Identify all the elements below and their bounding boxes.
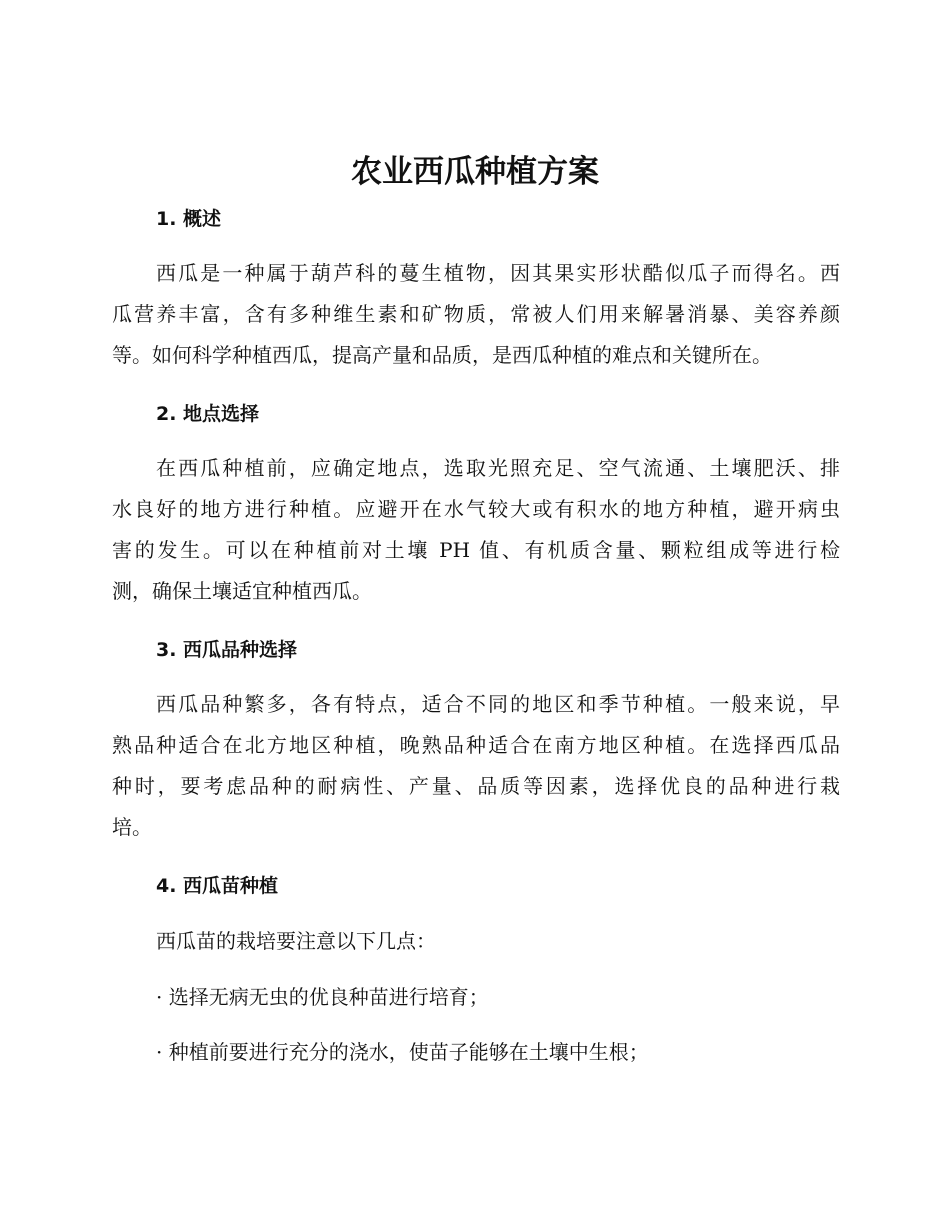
section-heading-variety-selection: 3. 西瓜品种选择 [156, 639, 298, 661]
section-heading-overview: 1. 概述 [156, 208, 222, 230]
section-intro-seedling-planting: 西瓜苗的栽培要注意以下几点： [156, 929, 436, 953]
section-paragraph-site-selection [112, 448, 840, 612]
paragraph-line: 害的发生。可以在种植前对土壤 PH 值、有机质含量、颗粒组成等进行检 [112, 538, 840, 562]
document-title: 农业西瓜种植方案 [351, 154, 599, 190]
paragraph-line: 培。 [112, 815, 152, 839]
section-paragraph-variety-selection [112, 684, 840, 848]
section-heading-seedling-planting: 4. 西瓜苗种植 [156, 875, 279, 897]
paragraph-line: 水良好的地方进行种植。应避开在水气较大或有积水的地方种植，避开病虫 [112, 497, 840, 521]
paragraph-line: 等。如何科学种植西瓜，提高产量和品质，是西瓜种植的难点和关键所在。 [112, 343, 772, 367]
paragraph-line: 瓜营养丰富，含有多种维生素和矿物质，常被人们用来解暑消暴、美容养颜 [112, 302, 840, 326]
section-heading-site-selection: 2. 地点选择 [156, 403, 260, 425]
paragraph-line: 西瓜品种繁多，各有特点，适合不同的地区和季节种植。一般来说，早 [156, 692, 840, 716]
list-item: · 种植前要进行充分的浇水，使苗子能够在土壤中生根； [156, 1040, 649, 1064]
paragraph-line: 在西瓜种植前，应确定地点，选取光照充足、空气流通、土壤肥沃、排 [156, 456, 840, 480]
section-paragraph-overview [112, 253, 840, 376]
list-item: · 选择无病无虫的优良种苗进行培育； [156, 985, 489, 1009]
paragraph-line: 西瓜是一种属于葫芦科的蔓生植物，因其果实形状酷似瓜子而得名。西 [156, 261, 840, 285]
paragraph-line: 种时，要考虑品种的耐病性、产量、品质等因素，选择优良的品种进行栽 [112, 774, 840, 798]
paragraph-line: 测，确保土壤适宜种植西瓜。 [112, 579, 372, 603]
paragraph-line: 熟品种适合在北方地区种植，晚熟品种适合在南方地区种植。在选择西瓜品 [112, 733, 840, 757]
